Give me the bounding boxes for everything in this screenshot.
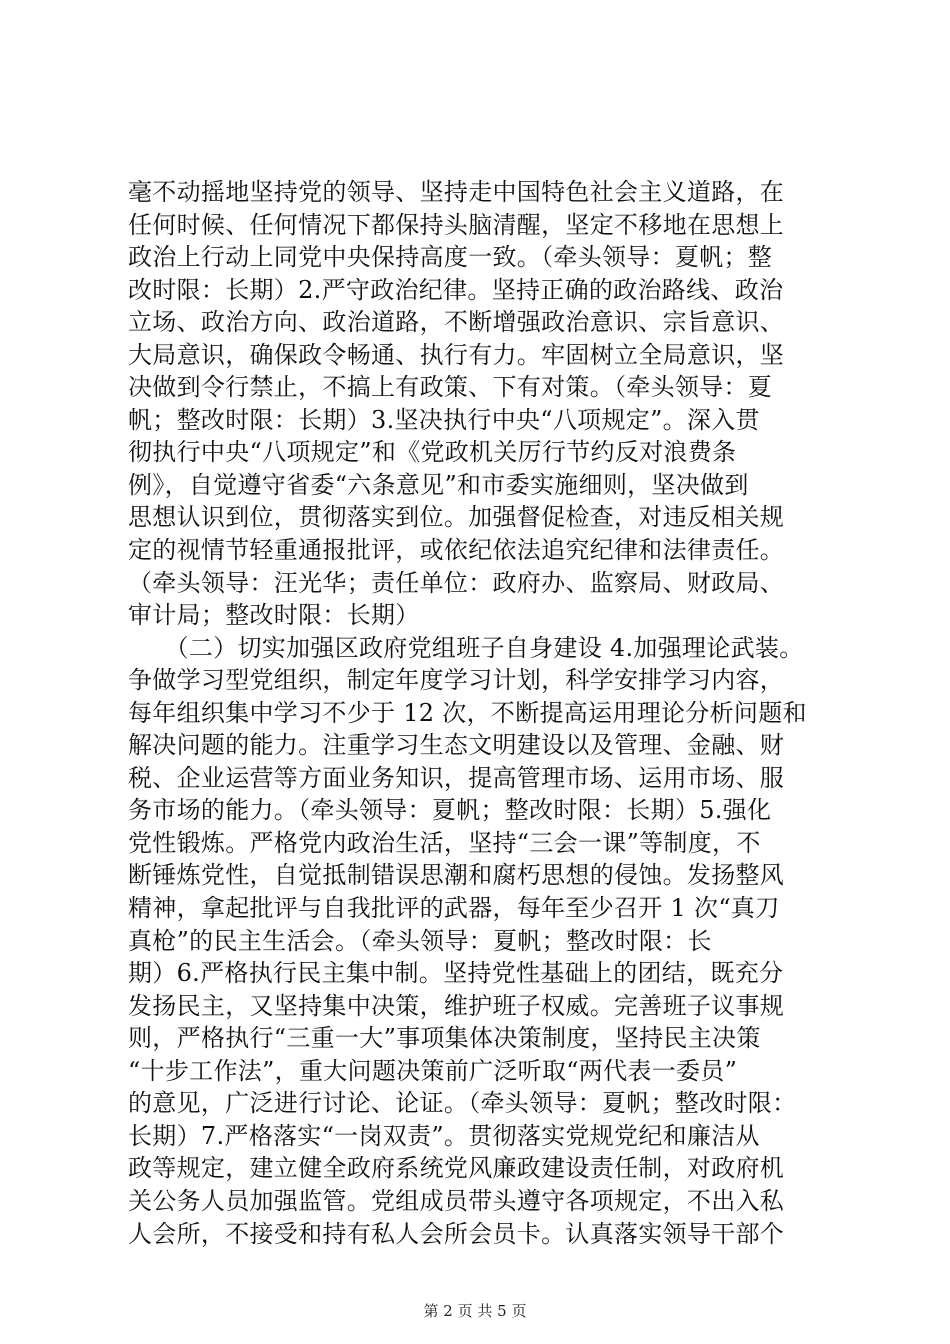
text-line: 立场、政治方向、政治道路，不断增强政治意识、宗旨意识、 bbox=[128, 308, 785, 337]
text-line: 税、企业运营等方面业务知识，提高管理市场、运用市场、服 bbox=[128, 763, 785, 792]
text-line: 大局意识，确保政令畅通、执行有力。牢固树立全局意识，坚 bbox=[128, 340, 785, 369]
text-line: 解决问题的能力。注重学习生态文明建设以及管理、金融、财 bbox=[128, 731, 785, 760]
body-text bbox=[128, 176, 848, 1250]
text-line: 例》，自觉遵守省委“六条意见”和市委实施细则，坚决做到 bbox=[128, 470, 749, 499]
text-line: 务市场的能力。（牵头领导：夏帆；整改时限：长期）5.强化 bbox=[128, 796, 772, 825]
text-line: 精神，拿起批评与自我批评的武器，每年至少召开 1 次“真刀 bbox=[128, 894, 780, 923]
text-line: 人会所，不接受和持有私人会所会员卡。认真落实领导干部个 bbox=[128, 1219, 785, 1248]
text-line: 长期）7.严格落实“一岗双责”。贯彻落实党规党纪和廉洁从 bbox=[128, 1121, 760, 1150]
page-footer: 第 2 页 共 5 页 bbox=[423, 1302, 527, 1320]
text-line: 毫不动摇地坚持党的领导、坚持走中国特色社会主义道路，在 bbox=[128, 178, 785, 206]
text-line: （牵头领导：汪光华；责任单位：政府办、监察局、财政局、 bbox=[128, 568, 785, 597]
text-line: 争做学习型党组织，制定年度学习计划，科学安排学习内容， bbox=[128, 666, 785, 695]
text-line: 发扬民主，又坚持集中决策，维护班子权威。完善班子议事规 bbox=[128, 991, 785, 1020]
text-line: 思想认识到位，贯彻落实到位。加强督促检查，对违反相关规 bbox=[128, 503, 785, 532]
text-line: 则，严格执行“三重一大”事项集体决策制度，坚持民主决策 bbox=[128, 1024, 761, 1053]
text-line: 真枪”的民主生活会。（牵头领导：夏帆；整改时限：长 bbox=[128, 926, 712, 955]
text-line: 期）6.严格执行民主集中制。坚持党性基础上的团结，既充分 bbox=[128, 959, 784, 988]
text-line: 定的视情节轻重通报批评，或依纪依法追究纪律和法律责任。 bbox=[128, 536, 785, 565]
text-line: （二）切实加强区政府党组班子自身建设 4.加强理论武装。 bbox=[128, 633, 804, 662]
text-line: 的意见，广泛进行讨论、论证。（牵头领导：夏帆；整改时限： bbox=[128, 1089, 797, 1118]
text-line: 帆；整改时限：长期）3.坚决执行中央“八项规定”。深入贯 bbox=[128, 405, 760, 434]
text-line: 关公务人员加强监管。党组成员带头遵守各项规定，不出入私 bbox=[128, 1186, 785, 1215]
text-line: “十步工作法”，重大问题决策前广泛听取“两代表一委员” bbox=[128, 1056, 738, 1085]
text-line: 政治上行动上同党中央保持高度一致。（牵头领导：夏帆；整 bbox=[128, 243, 773, 272]
text-line: 彻执行中央“八项规定”和《党政机关厉行节约反对浪费条 bbox=[128, 438, 737, 467]
text-line: 政等规定，建立健全政府系统党风廉政建设责任制，对政府机 bbox=[128, 1154, 785, 1183]
text-line: 每年组织集中学习不少于 12 次，不断提高运用理论分析问题和 bbox=[128, 698, 807, 727]
text-line: 党性锻炼。严格党内政治生活，坚持“三会一课”等制度，不 bbox=[128, 828, 761, 857]
text-line: 改时限：长期）2.严守政治纪律。坚持正确的政治路线、政治 bbox=[128, 275, 784, 304]
text-line: 任何时候、任何情况下都保持头脑清醒，坚定不移地在思想上 bbox=[128, 210, 785, 239]
text-line: 决做到令行禁止，不搞上有政策、下有对策。（牵头领导：夏 bbox=[128, 373, 773, 402]
text-line: 审计局；整改时限：长期） bbox=[128, 601, 420, 630]
text-line: 断锤炼党性，自觉抵制错误思潮和腐朽思想的侵蚀。发扬整风 bbox=[128, 861, 785, 890]
